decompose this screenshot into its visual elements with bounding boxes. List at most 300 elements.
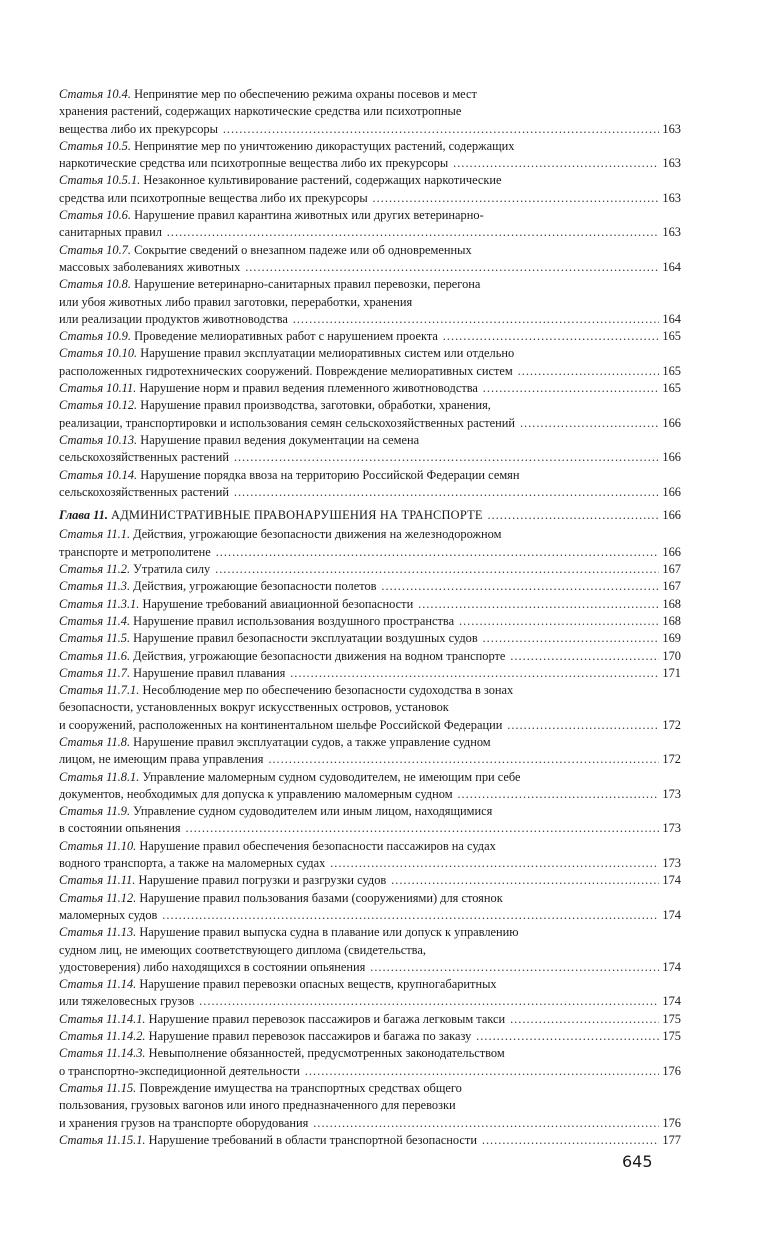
entry-text xyxy=(59,173,502,187)
entry-text xyxy=(59,993,195,1010)
article-number: Статья 11.4. xyxy=(59,613,131,628)
article-number: Статья 11.6. xyxy=(59,648,131,663)
toc-line xyxy=(59,526,681,543)
toc-entry xyxy=(59,648,681,665)
leader-dots xyxy=(369,959,659,976)
page-ref: 163 xyxy=(662,121,681,136)
page-ref: 174 xyxy=(662,873,681,888)
entry-text xyxy=(59,484,229,501)
toc-entry xyxy=(59,1011,681,1028)
page-ref: 175 xyxy=(662,1011,681,1026)
toc-line xyxy=(59,699,681,716)
article-title-line: Нарушение правил плавания xyxy=(133,665,286,680)
entry-text xyxy=(59,527,501,541)
page-ref: 166 xyxy=(662,508,681,523)
article-title-line: Нарушение требований в области транспортной безопасности xyxy=(148,1132,477,1147)
article-title-line: Нарушение правил эксплуатации мелиоративных систем или отдельно xyxy=(140,346,515,361)
toc-line xyxy=(59,1097,681,1114)
toc-entry xyxy=(59,242,681,277)
article-title-line: или убоя животных либо правил заготовки, переработки, хранения xyxy=(59,294,413,309)
article-number: Статья 11.2. xyxy=(59,562,131,577)
page-ref: 177 xyxy=(662,1132,681,1147)
article-title-line: Проведение мелиоративных работ с нарушением проекта xyxy=(134,329,438,344)
page-ref: 172 xyxy=(662,752,681,767)
article-number: Статья 11.14.1. xyxy=(59,1011,146,1026)
article-number: Статья 10.11. xyxy=(59,381,137,396)
article-number: Статья 11.15. xyxy=(59,1080,137,1095)
toc-entry xyxy=(59,276,681,328)
leader-dots xyxy=(185,820,659,837)
toc-line xyxy=(59,993,681,1010)
toc-entry xyxy=(59,596,681,613)
toc-line xyxy=(59,924,681,941)
entry-text xyxy=(59,751,264,768)
article-title-line: Нарушение правил выпуска судна в плавание или допуск к управлению xyxy=(139,925,519,940)
article-number: Статья 11.11. xyxy=(59,873,136,888)
leader-dots xyxy=(166,224,659,241)
page-ref: 176 xyxy=(662,1115,681,1130)
toc-entry xyxy=(59,803,681,838)
page-ref: 166 xyxy=(662,415,681,430)
toc-line xyxy=(59,734,681,751)
entry-text xyxy=(59,1098,456,1112)
leader-dots xyxy=(372,190,659,207)
article-title-line: Нарушение правил перевозок пассажиров и багажа по заказу xyxy=(148,1029,472,1044)
entry-text xyxy=(59,398,491,412)
toc-line xyxy=(59,769,681,786)
article-number: Статья 11.3.1. xyxy=(59,596,140,611)
entry-text xyxy=(59,311,288,328)
page-ref: 174 xyxy=(662,959,681,974)
article-title-line: сельскохозяйственных растений xyxy=(59,450,229,465)
entry-text xyxy=(59,891,503,905)
toc-line xyxy=(59,467,681,484)
article-title-line: водного транспорта, а также на маломерных судах xyxy=(59,856,326,871)
toc-line xyxy=(59,1080,681,1097)
entry-text xyxy=(59,380,478,397)
page-ref: 173 xyxy=(662,856,681,871)
entry-text xyxy=(59,208,484,222)
article-title-line: Действия, угрожающие безопасности движения на железнодорожном xyxy=(133,527,502,542)
article-title-line: удостоверения) либо находящихся в состоянии опьянения xyxy=(59,959,366,974)
toc-line xyxy=(59,484,681,501)
entry-text xyxy=(59,959,366,976)
leader-dots xyxy=(390,872,659,889)
article-title-line: Нарушение правил перевозки опасных веществ, крупногабаритных xyxy=(139,977,497,992)
entry-text xyxy=(59,717,503,734)
toc-line xyxy=(59,907,681,924)
article-number: Статья 11.3. xyxy=(59,579,131,594)
article-number: Статья 10.5.1. xyxy=(59,173,141,188)
entry-text xyxy=(59,1011,506,1028)
article-title-line: Действия, угрожающие безопасности движения на водном транспорте xyxy=(133,648,506,663)
toc-entry xyxy=(59,1028,681,1045)
toc-line xyxy=(59,1063,681,1080)
toc-entry xyxy=(59,872,681,889)
leader-dots xyxy=(475,1028,659,1045)
article-title-line: Нарушение правил карантина животных или других ветеринарно- xyxy=(134,208,484,223)
article-title-line: средства или психотропные вещества либо их прекурсоры xyxy=(59,190,368,205)
entry-text xyxy=(59,820,181,837)
toc-line xyxy=(59,613,681,630)
toc-line xyxy=(59,976,681,993)
article-title-line: Нарушение правил погрузки и разгрузки судов xyxy=(138,873,387,888)
leader-dots xyxy=(519,415,659,432)
leader-dots xyxy=(509,648,659,665)
page-ref: 173 xyxy=(662,821,681,836)
leader-dots xyxy=(517,363,659,380)
article-title-line: сельскохозяйственных растений xyxy=(59,484,229,499)
entry-text xyxy=(59,630,478,647)
entry-text xyxy=(59,786,453,803)
toc-line xyxy=(59,872,681,889)
toc-line xyxy=(59,544,681,561)
toc-line xyxy=(59,717,681,734)
entry-text xyxy=(59,468,520,482)
article-title-line: Невыполнение обязанностей, предусмотренных законодательством xyxy=(148,1046,505,1061)
toc-entry xyxy=(59,397,681,432)
article-number: Статья 11.14.3. xyxy=(59,1046,146,1061)
leader-dots xyxy=(267,751,659,768)
toc-line xyxy=(59,276,681,293)
toc-line xyxy=(59,803,681,820)
leader-dots xyxy=(198,993,659,1010)
article-title-line: массовых заболеваниях животных xyxy=(59,259,241,274)
article-number: Статья 10.4. xyxy=(59,87,131,101)
toc-line xyxy=(59,959,681,976)
toc-entry xyxy=(59,1132,681,1149)
entry-text xyxy=(59,433,419,447)
entry-text xyxy=(59,804,492,818)
entry-text xyxy=(59,224,162,241)
article-title-line: документов, необходимых для допуска к управлению маломерным судном xyxy=(59,786,453,801)
article-title-line: пользования, грузовых вагонов или иного предназначенного для перевозки xyxy=(59,1098,456,1113)
toc-line xyxy=(59,121,681,138)
article-title-line: Нарушение правил перевозок пассажиров и багажа легковым такси xyxy=(148,1011,506,1026)
toc-line xyxy=(59,328,681,345)
entry-text xyxy=(59,665,286,682)
toc-entry xyxy=(59,630,681,647)
article-title-line: безопасности, установленных вокруг искусственных островов, установок xyxy=(59,700,449,715)
article-number: Статья 10.8. xyxy=(59,277,131,292)
entry-text xyxy=(59,561,211,578)
toc-line xyxy=(59,890,681,907)
toc-entry xyxy=(59,172,681,207)
entry-text xyxy=(59,1081,462,1095)
toc-entry xyxy=(59,328,681,345)
article-number: Статья 10.9. xyxy=(59,329,131,344)
page-ref: 172 xyxy=(662,717,681,732)
article-title-line: маломерных судов xyxy=(59,907,158,922)
page-ref: 174 xyxy=(662,907,681,922)
toc-entry xyxy=(59,526,681,561)
article-title-line: Нарушение ветеринарно-санитарных правил перевозки, перегона xyxy=(134,277,481,292)
toc-line xyxy=(59,259,681,276)
toc-entry xyxy=(59,682,681,734)
article-title-line: реализации, транспортировки и использования семян сельскохозяйственных растений xyxy=(59,415,516,430)
entry-text xyxy=(59,328,438,345)
article-title-line: наркотические средства или психотропные вещества либо их прекурсоры xyxy=(59,156,449,171)
page-ref: 170 xyxy=(662,648,681,663)
toc-entry xyxy=(59,138,681,173)
toc-line xyxy=(59,242,681,259)
article-title-line: Непринятие мер по обеспечению режима охраны посевов и мест xyxy=(134,87,477,101)
article-title-line: Нарушение правил обеспечения безопасности пассажиров на судах xyxy=(139,838,496,853)
article-title-line: о транспортно-экспедиционной деятельности xyxy=(59,1063,300,1078)
article-number: Статья 11.9. xyxy=(59,804,131,819)
toc-line xyxy=(59,363,681,380)
entry-text xyxy=(59,139,514,153)
toc-line xyxy=(59,1028,681,1045)
article-number: Статья 11.1. xyxy=(59,527,131,542)
article-title-line: лицом, не имеющим права управления xyxy=(59,752,264,767)
toc-section-chapter-11 xyxy=(59,526,681,1149)
page-ref: 169 xyxy=(662,631,681,646)
article-title-line: Нарушение норм и правил ведения племенного животноводства xyxy=(139,381,478,396)
entry-text xyxy=(59,683,513,697)
leader-dots xyxy=(329,855,659,872)
leader-dots xyxy=(481,1132,659,1149)
toc-entry xyxy=(59,86,681,138)
chapter-title: АДМИНИСТРАТИВНЫЕ ПРАВОНАРУШЕНИЯ НА ТРАНСПОРТЕ xyxy=(111,508,483,523)
article-title-line: вещества либо их прекурсоры xyxy=(59,121,218,136)
article-number: Статья 10.10. xyxy=(59,346,138,361)
entry-text xyxy=(59,735,491,749)
leader-dots xyxy=(161,907,659,924)
article-title-line: санитарных правил xyxy=(59,225,162,240)
toc-line xyxy=(59,345,681,362)
article-number: Статья 10.13. xyxy=(59,432,138,447)
toc-section-chapter-10 xyxy=(59,86,681,501)
article-title-line: Незаконное культивирование растений, содержащих наркотические xyxy=(143,173,502,188)
page-ref: 164 xyxy=(662,311,681,326)
article-title-line: Нарушение правил использования воздушного пространства xyxy=(133,613,455,628)
article-title-line: или тяжеловесных грузов xyxy=(59,994,195,1009)
article-number: Статья 11.7. xyxy=(59,665,131,680)
article-title-line: расположенных гидротехнических сооружений. Повреждение мелиоративных систем xyxy=(59,363,513,378)
page-ref: 171 xyxy=(662,665,681,680)
table-of-contents xyxy=(59,86,681,1149)
toc-line xyxy=(59,751,681,768)
page-ref: 167 xyxy=(662,562,681,577)
toc-line xyxy=(59,449,681,466)
chapter-text xyxy=(59,507,483,524)
article-number: Статья 11.15.1. xyxy=(59,1132,146,1147)
page-ref: 166 xyxy=(662,544,681,559)
article-number: Статья 11.5. xyxy=(59,631,131,646)
entry-text xyxy=(59,1063,300,1080)
article-number: Статья 11.8.1. xyxy=(59,769,140,784)
leader-dots xyxy=(442,328,659,345)
entry-text xyxy=(59,87,477,101)
toc-line xyxy=(59,397,681,414)
entry-text xyxy=(59,121,218,138)
toc-entry xyxy=(59,734,681,769)
leader-dots xyxy=(292,311,659,328)
entry-text xyxy=(59,839,496,853)
toc-line xyxy=(59,942,681,959)
toc-line xyxy=(59,155,681,172)
leader-dots xyxy=(215,544,659,561)
toc-line xyxy=(59,648,681,665)
article-title-line: Нарушение правил ведения документации на семена xyxy=(140,432,420,447)
toc-line xyxy=(59,820,681,837)
toc-line xyxy=(59,432,681,449)
page-ref: 168 xyxy=(662,596,681,611)
entry-text xyxy=(59,1115,309,1132)
leader-dots xyxy=(457,786,659,803)
leader-dots xyxy=(381,578,660,595)
entry-text xyxy=(59,277,480,291)
toc-line xyxy=(59,786,681,803)
toc-entry xyxy=(59,613,681,630)
article-number: Статья 10.5. xyxy=(59,138,131,153)
entry-text xyxy=(59,907,158,924)
toc-line xyxy=(59,1011,681,1028)
entry-text xyxy=(59,190,368,207)
page-ref: 163 xyxy=(662,156,681,171)
toc-line xyxy=(59,380,681,397)
toc-entry xyxy=(59,1045,681,1080)
article-title-line: транспорте и метрополитене xyxy=(59,544,211,559)
article-number: Статья 11.8. xyxy=(59,734,131,749)
page-ref: 164 xyxy=(662,259,681,274)
entry-text xyxy=(59,1132,477,1149)
entry-text xyxy=(59,544,211,561)
page-ref: 175 xyxy=(662,1029,681,1044)
article-title-line: Нарушение требований авиационной безопасности xyxy=(142,596,414,611)
toc-line xyxy=(59,507,681,524)
page-ref: 165 xyxy=(662,381,681,396)
toc-line xyxy=(59,855,681,872)
page-ref: 163 xyxy=(662,225,681,240)
toc-entry xyxy=(59,207,681,242)
chapter-heading xyxy=(59,507,681,524)
entry-text xyxy=(59,770,521,784)
article-title-line: в состоянии опьянения xyxy=(59,821,181,836)
entry-text xyxy=(59,700,449,714)
entry-text xyxy=(59,648,506,665)
article-title-line: Управление маломерным судном судоводителем, не имеющим при себе xyxy=(142,769,521,784)
entry-text xyxy=(59,596,414,613)
article-title-line: Несоблюдение мер по обеспечению безопасности судоходства в зонах xyxy=(142,683,514,698)
toc-line xyxy=(59,190,681,207)
page-ref: 166 xyxy=(662,484,681,499)
entry-text xyxy=(59,855,326,872)
article-title-line: Нарушение правил безопасности эксплуатации воздушных судов xyxy=(133,631,478,646)
leader-dots xyxy=(482,380,659,397)
chapter-label: Глава 11. xyxy=(59,508,108,523)
leader-dots xyxy=(289,665,659,682)
toc-line xyxy=(59,630,681,647)
article-number: Статья 11.14.2. xyxy=(59,1029,146,1044)
toc-line xyxy=(59,682,681,699)
toc-entry xyxy=(59,890,681,925)
page-ref: 174 xyxy=(662,994,681,1009)
article-number: Статья 10.14. xyxy=(59,467,138,482)
toc-line xyxy=(59,103,681,120)
toc-line xyxy=(59,596,681,613)
entry-text xyxy=(59,1028,472,1045)
article-title-line: и хранения грузов на транспорте оборудования xyxy=(59,1115,309,1130)
entry-text xyxy=(59,259,241,276)
toc-line xyxy=(59,838,681,855)
toc-line xyxy=(59,86,681,103)
leader-dots xyxy=(458,613,659,630)
toc-line xyxy=(59,1045,681,1062)
page-ref: 165 xyxy=(662,363,681,378)
entry-text xyxy=(59,1046,505,1060)
article-title-line: Сокрытие сведений о внезапном падеже или об одновременных xyxy=(134,242,472,257)
page-ref: 173 xyxy=(662,786,681,801)
toc-entry xyxy=(59,432,681,467)
article-title-line: Нарушение правил эксплуатации судов, а также управление судном xyxy=(133,734,491,749)
toc-entry xyxy=(59,665,681,682)
article-title-line: Повреждение имущества на транспортных средствах общего xyxy=(139,1080,462,1095)
entry-text xyxy=(59,977,497,991)
entry-text xyxy=(59,925,519,939)
article-title-line: судном лиц, не имеющих соответствующего диплома (свидетельства, xyxy=(59,942,426,957)
toc-line xyxy=(59,224,681,241)
entry-text xyxy=(59,613,455,630)
toc-entry xyxy=(59,380,681,397)
entry-text xyxy=(59,943,426,957)
article-title-line: Нарушение порядка ввоза на территорию Российской Федерации семян xyxy=(140,467,520,482)
entry-text xyxy=(59,415,516,432)
entry-text xyxy=(59,295,412,309)
article-number: Статья 10.6. xyxy=(59,208,131,223)
toc-entry xyxy=(59,769,681,804)
article-number: Статья 10.7. xyxy=(59,242,131,257)
article-title-line: Действия, угрожающие безопасности полетов xyxy=(133,579,377,594)
toc-entry xyxy=(59,578,681,595)
entry-text xyxy=(59,578,377,595)
article-title-line: Нарушение правил производства, заготовки, обработки, хранения, xyxy=(140,398,491,413)
leader-dots xyxy=(244,259,659,276)
article-title-line: хранения растений, содержащих наркотические средства или психотропные xyxy=(59,104,462,119)
entry-text xyxy=(59,243,472,257)
leader-dots xyxy=(233,484,659,501)
leader-dots xyxy=(417,596,659,613)
page-ref: 167 xyxy=(662,579,681,594)
article-number: Статья 10.12. xyxy=(59,398,138,413)
article-title-line: Нарушение правил пользования базами (сооружениями) для стоянок xyxy=(139,890,503,905)
page-ref: 176 xyxy=(662,1063,681,1078)
toc-line xyxy=(59,578,681,595)
article-number: Статья 11.14. xyxy=(59,977,137,992)
leader-dots xyxy=(487,507,659,524)
leader-dots xyxy=(482,630,659,647)
toc-line xyxy=(59,172,681,189)
entry-text xyxy=(59,104,461,118)
article-title-line: Управление судном судоводителем или иным лицом, находящимися xyxy=(133,804,493,819)
article-title-line: или реализации продуктов животноводства xyxy=(59,311,288,326)
leader-dots xyxy=(214,561,659,578)
article-number: Статья 11.7.1. xyxy=(59,683,140,698)
leader-dots xyxy=(312,1115,659,1132)
article-number: Статья 11.13. xyxy=(59,925,137,940)
article-title-line: Непринятие мер по уничтожению дикорастущих растений, содержащих xyxy=(134,138,515,153)
page-number: 645 xyxy=(622,1152,653,1171)
entry-text xyxy=(59,155,449,172)
page-ref: 166 xyxy=(662,450,681,465)
toc-entry xyxy=(59,976,681,1011)
leader-dots xyxy=(509,1011,659,1028)
article-number: Статья 11.12. xyxy=(59,890,137,905)
toc-line xyxy=(59,138,681,155)
toc-line xyxy=(59,1132,681,1149)
entry-text xyxy=(59,449,229,466)
